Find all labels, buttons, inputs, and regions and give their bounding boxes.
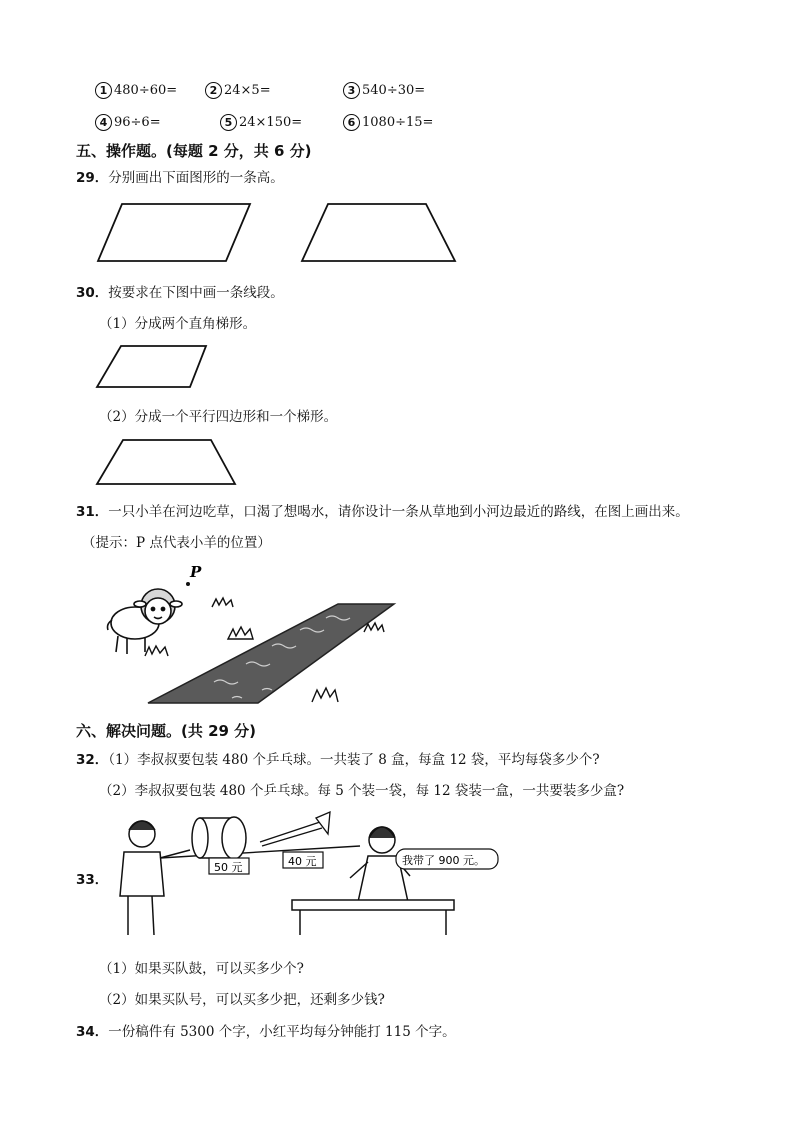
price-trumpet: 40 元 [288,855,317,868]
question-number: 31． [76,504,109,520]
calc-expression: 540÷30= [362,83,426,98]
circled-number: 6 [343,114,360,131]
q30-sub1: （1）分成两个直角梯形。 [99,316,257,332]
trumpet-icon [260,812,330,846]
calc-expression: 1080÷15= [362,115,434,130]
section-title-6: 六、解决问题。(共 29 分) [76,722,257,740]
question-number: 29． [76,170,109,186]
q32-sub2: （2）李叔叔要包装 480 个乒乓球。每 5 个装一袋，每 12 袋装一盒，一共要装多少盒? [99,783,625,799]
question-text: 一份稿件有 5300 个字，小红平均每分钟能打 115 个字。 [108,1024,456,1040]
question-number: 30． [76,285,109,301]
circled-number: 5 [220,114,237,131]
circled-number: 2 [205,82,222,99]
price-drum: 50 元 [214,861,243,874]
question-text: 一只小羊在河边吃草，口渴了想喝水，请你设计一条从草地到小河边最近的路线，在图上画出来。 [108,504,689,520]
circled-number: 4 [95,114,112,131]
point-p-label: P [190,563,202,581]
section-title-5: 五、操作题。(每题 2 分，共 6 分) [76,142,312,160]
question-text: （1）李叔叔要包装 480 个乒乓球。一共装了 8 盒，每盒 12 袋，平均每袋多少个? [108,752,600,768]
question-34 [76,1020,456,1040]
question-text: 按要求在下图中画一条线段。 [108,285,284,301]
question-number: 33． [76,872,109,888]
calc-expression: 96÷6= [114,115,161,130]
q30-sub2: （2）分成一个平行四边形和一个梯形。 [99,409,338,425]
drum-icon [192,817,246,859]
question-text: 分别画出下面图形的一条高。 [108,170,284,186]
calc-expression: 480÷60= [114,83,178,98]
speech-text: 我带了 900 元。 [402,854,485,867]
question-number: 32． [76,752,109,768]
boy-figure [120,821,190,935]
q33-sub1: （1）如果买队鼓，可以买多少个? [99,961,304,977]
calc-expression: 24×5= [224,83,271,98]
calc-expression: 24×150= [239,115,303,130]
q33-sub2: （2）如果买队号，可以买多少把，还剩多少钱? [99,992,385,1008]
circled-number: 3 [343,82,360,99]
question-number: 34． [76,1024,109,1040]
circled-number: 1 [95,82,112,99]
q31-hint: （提示：P 点代表小羊的位置） [82,535,271,551]
table [292,900,454,935]
